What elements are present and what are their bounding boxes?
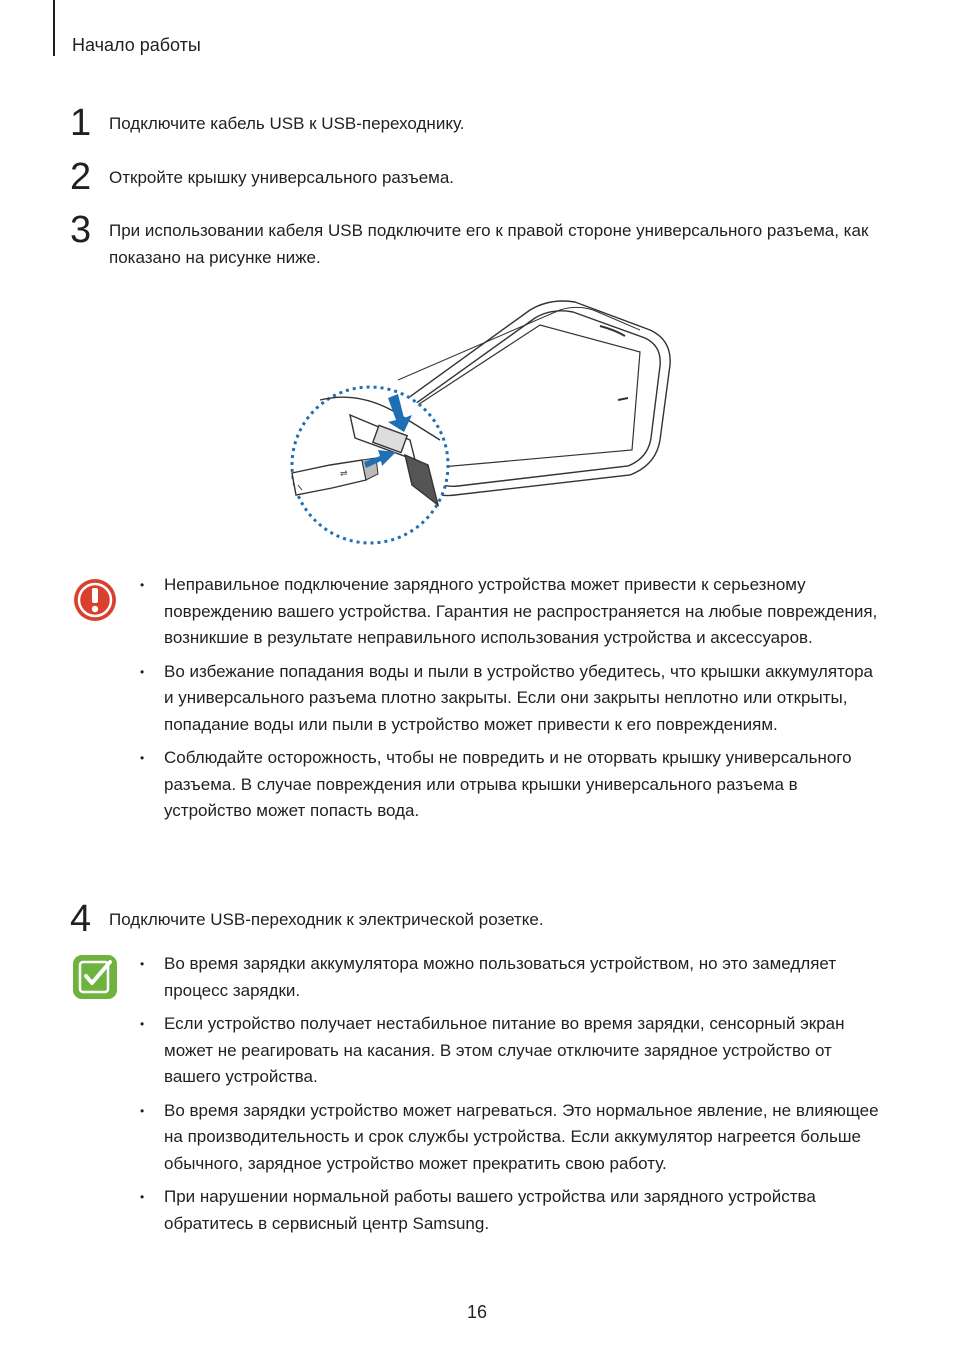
step-1-text: Подключите кабель USB к USB-переходнику.: [109, 114, 465, 133]
step-3-text: При использовании кабеля USB подключите его к правой стороне универсального разъема, как показано на рисунке ниже.: [109, 221, 869, 267]
svg-text:⇌: ⇌: [340, 469, 348, 479]
usb-connection-illustration: [280, 290, 680, 555]
note-item: • При нарушении нормальной работы вашего устройства или зарядного устройства обратитесь в сервисный центр Samsung.: [140, 1184, 880, 1237]
caution-item: • Соблюдайте осторожность, чтобы не повредить и не оторвать крышку универсального разъема. В случае повреждения или отрыва крышки универсального разъема в устройство может попасть вода.: [140, 745, 880, 825]
step-2-text: Откройте крышку универсального разъема.: [109, 168, 455, 187]
note-item: • Во время зарядки устройство может нагреваться. Это нормальное явление, не влияющее на производительность и срок службы устройства. Если аккумулятор нагреется больше обычного, зарядное устройство может прекратить свою работу.: [140, 1098, 880, 1178]
page-number: 16: [466, 1302, 488, 1322]
note-icon: [72, 954, 118, 1000]
step-1-number: 1: [70, 102, 92, 144]
note-item: • Во время зарядки аккумулятора можно пользоваться устройством, но это замедляет процесс зарядки.: [140, 951, 880, 1004]
step-3-number: 3: [70, 209, 92, 251]
step-2-number: 2: [70, 156, 92, 198]
note-list: [140, 951, 880, 1244]
caution-item: • Во избежание попадания воды и пыли в устройство убедитесь, что крышки аккумулятора и универсального разъема плотно закрыты. Если они закрыты неплотно или открыты, попадание воды или пыли в устройство может привести к его повреждениям.: [140, 659, 880, 739]
note-item: • Если устройство получает нестабильное питание во время зарядки, сенсорный экран может не реагировать на касания. В этом случае отключите зарядное устройство от вашего устройства.: [140, 1011, 880, 1091]
header-divider: [53, 0, 55, 56]
section-title: Начало работы: [72, 35, 201, 55]
step-4-text: Подключите USB-переходник к электрической розетке.: [109, 910, 544, 929]
caution-list: [140, 572, 880, 832]
caution-icon: [72, 577, 118, 623]
caution-item: • Неправильное подключение зарядного устройства может привести к серьезному повреждению вашего устройства. Гарантия не распространяется на любые повреждения, возникшие в результате неправильного использования устройства и аксессуаров.: [140, 572, 880, 652]
step-4-number: 4: [70, 898, 92, 940]
